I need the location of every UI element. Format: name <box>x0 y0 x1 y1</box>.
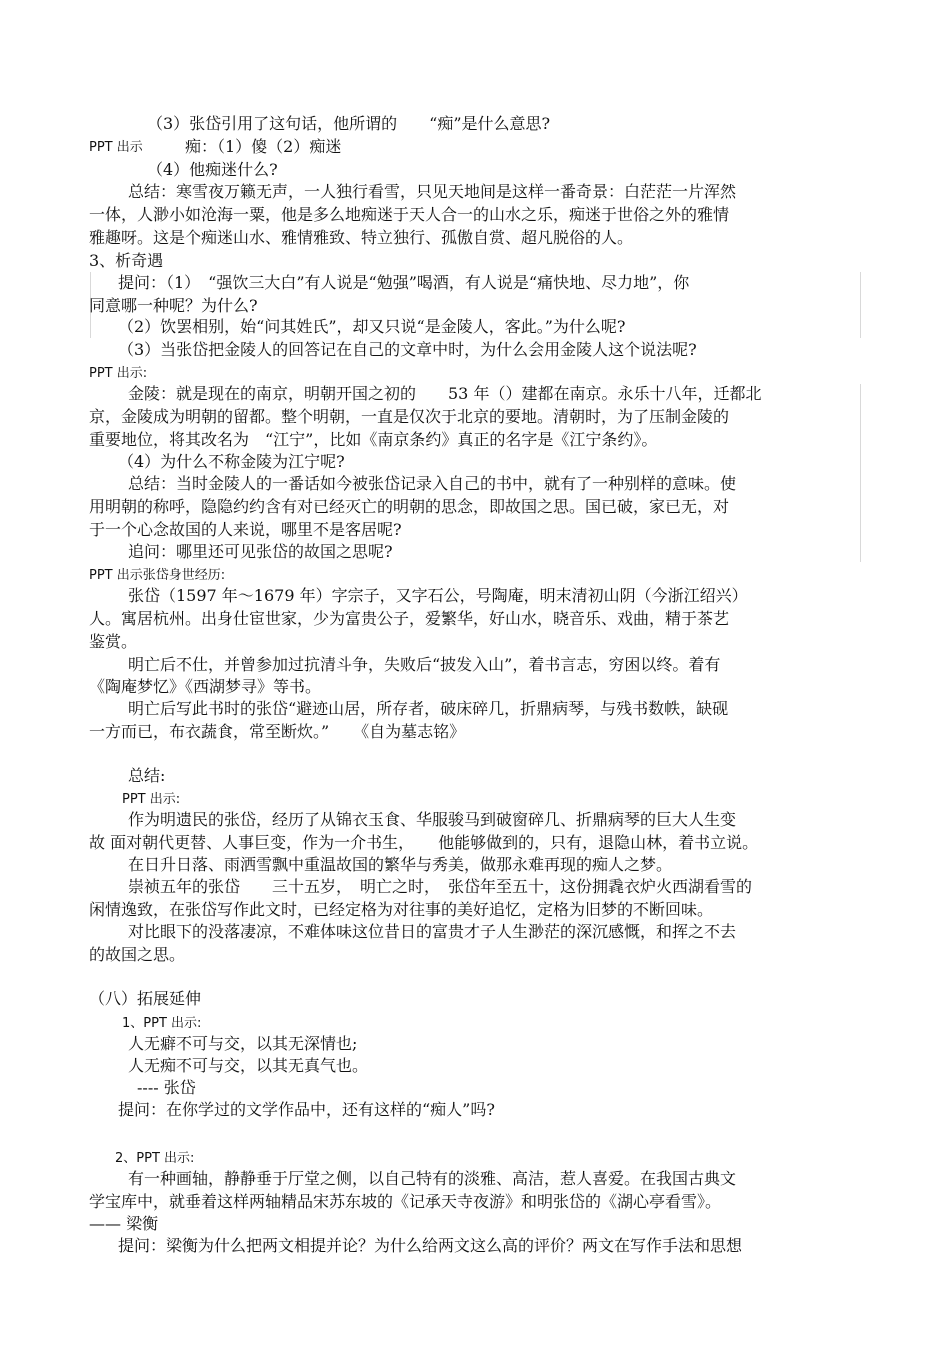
text-line: 雅趣呀。这是个痴迷山水、雅情雅致、特立独行、孤傲自赏、超凡脱俗的人。 <box>89 228 634 247</box>
text-line: 重要地位，将其改名为 “江宁”，比如《南京条约》真正的名字是《江宁条约》。 <box>89 430 658 449</box>
text-line: 2、PPT 出示: <box>115 1151 195 1166</box>
text-line: 1、PPT 出示: <box>122 1016 202 1031</box>
text-line: 3、析奇遇 <box>89 251 164 270</box>
text-line: 明亡后不仕，并曾参加过抗清斗争，失败后“披发入山”，着书言志，穷困以终。着有 <box>128 655 721 674</box>
text-line: PPT 出示: <box>122 792 181 807</box>
text-line: 鉴赏。 <box>89 632 138 651</box>
text-line: 明亡后写此书时的张岱“避迹山居，所存者，破床碎几，折鼎病琴，与残书数帙，缺砚 <box>128 699 729 718</box>
text-line: 对比眼下的没落凄凉，不难体味这位昔日的富贵才子人生渺茫的深沉感慨，和挥之不去 <box>128 922 737 941</box>
text-line: 追问：哪里还可见张岱的故国之思呢? <box>128 542 393 561</box>
text-line: 提问：在你学过的文学作品中，还有这样的“痴人”吗? <box>118 1100 495 1119</box>
text-line: 金陵：就是现在的南京，明朝开国之初的 53 年（）建都在南京。永乐十八年，迁都北 <box>128 384 762 403</box>
text-line: 京，金陵成为明朝的留都。整个明朝，一直是仅次于北京的要地。清朝时，为了压制金陵的 <box>89 407 730 426</box>
text-line: PPT 出示 <box>89 140 143 155</box>
text-line: ---- 张岱 <box>137 1078 196 1097</box>
text-line: 总结：寒雪夜万籁无声，一人独行看雪，只见天地间是这样一番奇景：白茫茫一片浑然 <box>128 182 737 201</box>
text-line: 于一个心念故国的人来说，哪里不是客居呢? <box>89 520 402 539</box>
text-line: 一方而已，布衣蔬食，常至断炊。” 《自为墓志铭》 <box>89 722 466 741</box>
text-line: （4）为什么不称金陵为江宁呢? <box>118 452 345 471</box>
text-line: 闲情逸致，在张岱写作此文时，已经定格为对往事的美好追忆，定格为旧梦的不断回味。 <box>89 900 714 919</box>
text-line: （八）拓展延伸 <box>89 989 202 1008</box>
text-line: 张岱（1597 年～1679 年）字宗子，又字石公，号陶庵，明末清初山阴（今浙江绍兴） <box>128 586 748 605</box>
text-line: PPT 出示张岱身世经历: <box>89 568 226 583</box>
text-line: （3）当张岱把金陵人的回答记在自己的文章中时，为什么会用金陵人这个说法呢? <box>118 340 697 359</box>
text-line: 崇祯五年的张岱 三十五岁， 明亡之时， 张岱年至五十，这份拥毳衣炉火西湖看雪的 <box>128 877 753 896</box>
text-line: 提问：（1） “强饮三大白”有人说是“勉强”喝酒，有人说是“痛快地、尽力地”，你 <box>118 273 690 292</box>
text-line: 作为明遗民的张岱，经历了从锦衣玉食、华服骏马到破窗碎几、折鼎病琴的巨大人生变 <box>128 810 737 829</box>
text-line: 《陶庵梦忆》《西湖梦寻》等书。 <box>89 677 322 696</box>
text-line: 在日升日落、雨洒雪飘中重温故国的繁华与秀美，做那永难再现的痴人之梦。 <box>128 855 673 874</box>
text-line: —— 梁衡 <box>89 1214 159 1233</box>
text-line: 的故国之思。 <box>89 945 186 964</box>
text-line: 提问：梁衡为什么把两文相提并论？为什么给两文这么高的评价？两文在写作手法和思想 <box>118 1236 743 1255</box>
text-line: （2）饮罢相别，始“问其姓氏”，却又只说“是金陵人，客此。”为什么呢? <box>118 317 626 336</box>
text-line: 总结: <box>128 766 166 785</box>
text-line: （3）张岱引用了这句话，他所谓的 “痴”是什么意思? <box>147 114 551 133</box>
text-line: 学宝库中，就垂着这样两轴精品宋苏东坡的《记承天寺夜游》和明张岱的《湖心亭看雪》。 <box>89 1192 722 1211</box>
text-line: PPT 出示: <box>89 366 148 381</box>
text-line: 人无癖不可与交，以其无深情也; <box>128 1034 358 1053</box>
text-line: 痴：（1）傻（2）痴迷 <box>185 137 342 156</box>
margin-rule <box>860 272 861 338</box>
text-line: 有一种画轴，静静垂于厅堂之侧，以自己特有的淡雅、高洁，惹人喜爱。在我国古典文 <box>128 1169 737 1188</box>
text-line: 故 面对朝代更替、人事巨变，作为一介书生， 他能够做到的，只有，退隐山林，着书立说。 <box>89 833 759 852</box>
text-line: 总结：当时金陵人的一番话如今被张岱记录入自己的书中，就有了一种别样的意味。使 <box>128 474 737 493</box>
margin-rule <box>860 384 861 562</box>
text-line: 人无痴不可与交，以其无真气也。 <box>128 1056 369 1075</box>
text-line: 同意哪一种呢？为什么? <box>89 296 258 315</box>
text-line: 用明朝的称呼，隐隐约约含有对已经灭亡的明朝的思念，即故国之思。国已破，家已无，对 <box>89 497 730 516</box>
text-line: 一体，人渺小如沧海一粟，他是多么地痴迷于天人合一的山水之乐，痴迷于世俗之外的雅情 <box>89 205 730 224</box>
text-line: （4）他痴迷什么? <box>147 160 278 179</box>
text-line: 人。寓居杭州。出身仕宦世家，少为富贵公子，爱繁华，好山水，晓音乐、戏曲，精于茶艺 <box>89 609 730 628</box>
